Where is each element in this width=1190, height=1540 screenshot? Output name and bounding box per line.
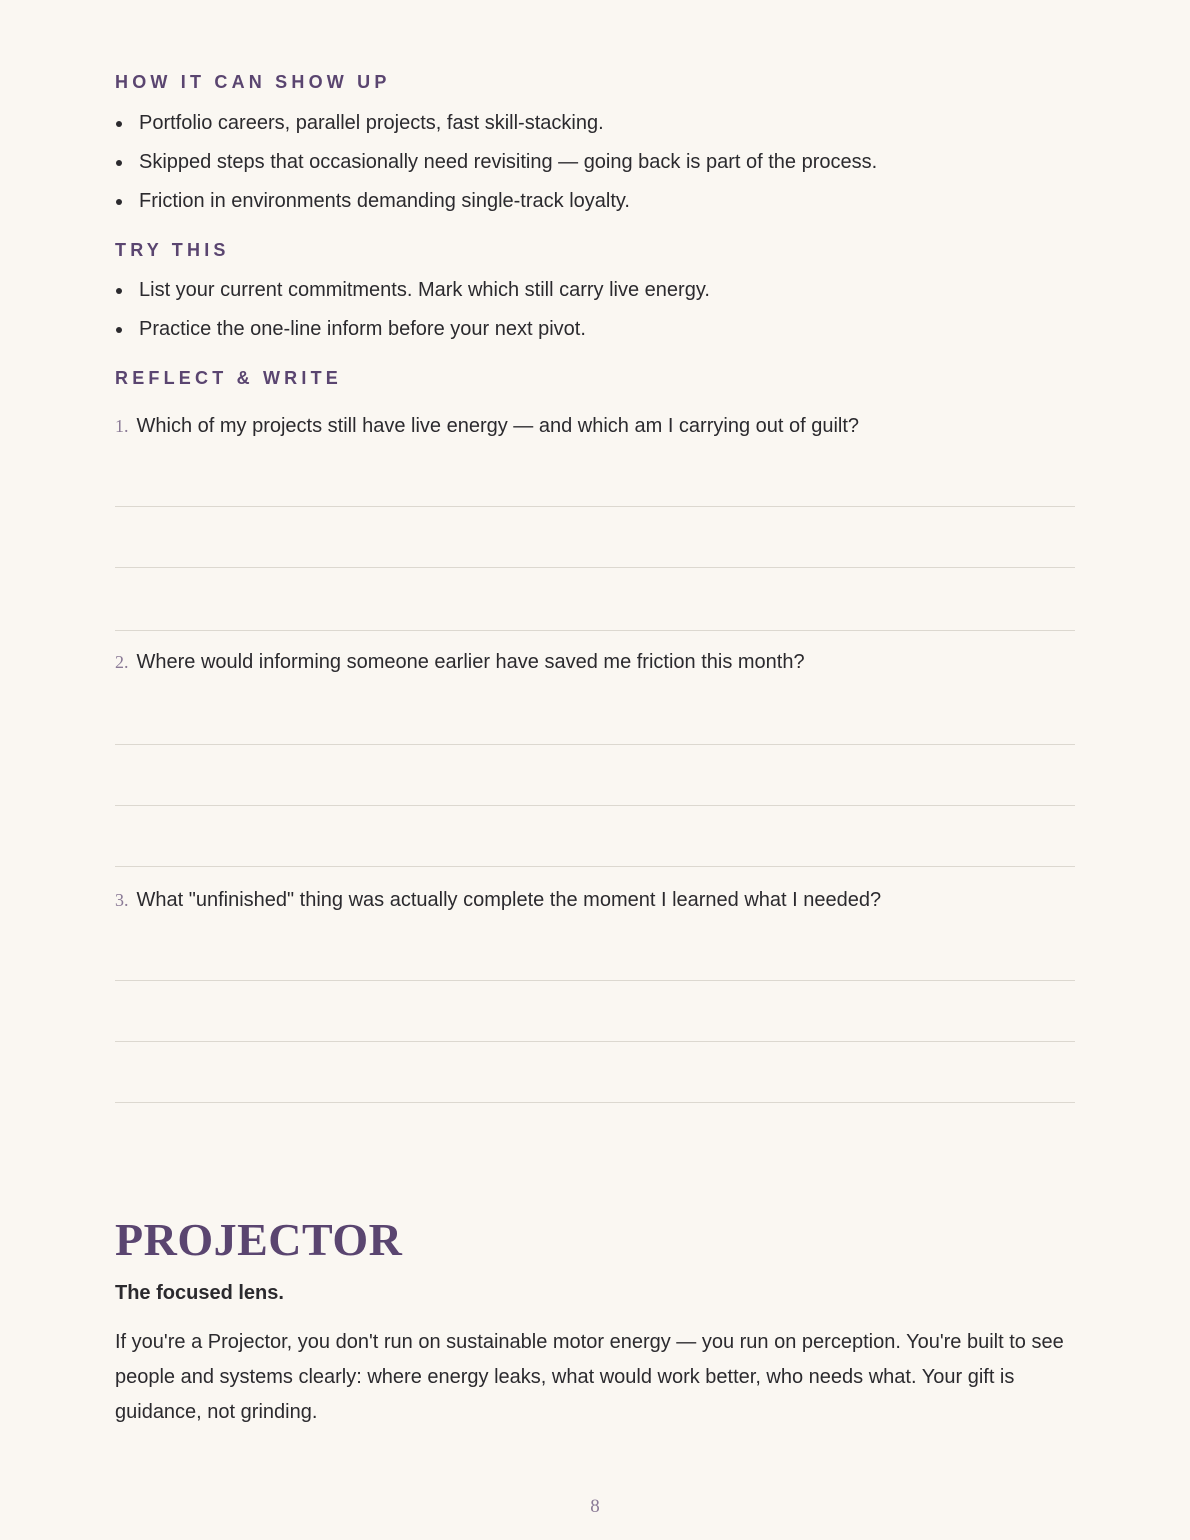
- writing-line[interactable]: [115, 744, 1075, 745]
- question-number: 1.: [115, 416, 129, 436]
- page-number: 8: [590, 1496, 600, 1517]
- writing-line[interactable]: [115, 805, 1075, 806]
- section-subtitle: The focused lens.: [115, 1282, 284, 1304]
- list-item: Practice the one-line inform before your next pivot.: [115, 310, 710, 349]
- show-up-list: [115, 104, 877, 221]
- question-number: 2.: [115, 652, 129, 672]
- section-body-paragraph: If you're a Projector, you don't run on sustainable motor energy — you run on perception. You're built to see people and systems clearly: where energy leaks, what would work better, who needs what. Your gift is guidance, not grinding.: [115, 1331, 1064, 1423]
- reflect-question-1: [115, 413, 859, 439]
- question-number: 3.: [115, 890, 129, 910]
- question-text: What "unfinished" thing was actually complete the moment I learned what I needed?: [136, 889, 882, 911]
- writing-line[interactable]: [115, 1102, 1075, 1103]
- list-item: List your current commitments. Mark which still carry live energy.: [115, 271, 710, 310]
- writing-line[interactable]: [115, 980, 1075, 981]
- reflect-question-3: [115, 887, 881, 913]
- question-text: Which of my projects still have live energy — and which am I carrying out of guilt?: [136, 415, 860, 437]
- section-heading-how-it-can-show-up: HOW IT CAN SHOW UP: [115, 72, 391, 92]
- reflect-question-2: [115, 649, 805, 675]
- writing-line[interactable]: [115, 630, 1075, 631]
- section-title-projector: PROJECTOR: [115, 1214, 403, 1265]
- writing-line[interactable]: [115, 1041, 1075, 1042]
- list-item: Skipped steps that occasionally need revisiting — going back is part of the process.: [115, 143, 877, 182]
- try-this-list: [115, 271, 710, 349]
- question-text: Where would informing someone earlier have saved me friction this month?: [136, 651, 805, 673]
- list-item: Portfolio careers, parallel projects, fast skill-stacking.: [115, 104, 877, 143]
- writing-line[interactable]: [115, 567, 1075, 568]
- section-heading-reflect-write: REFLECT & WRITE: [115, 368, 342, 388]
- writing-line[interactable]: [115, 866, 1075, 867]
- list-item: Friction in environments demanding single-track loyalty.: [115, 182, 877, 221]
- writing-line[interactable]: [115, 506, 1075, 507]
- section-heading-try-this: TRY THIS: [115, 240, 230, 260]
